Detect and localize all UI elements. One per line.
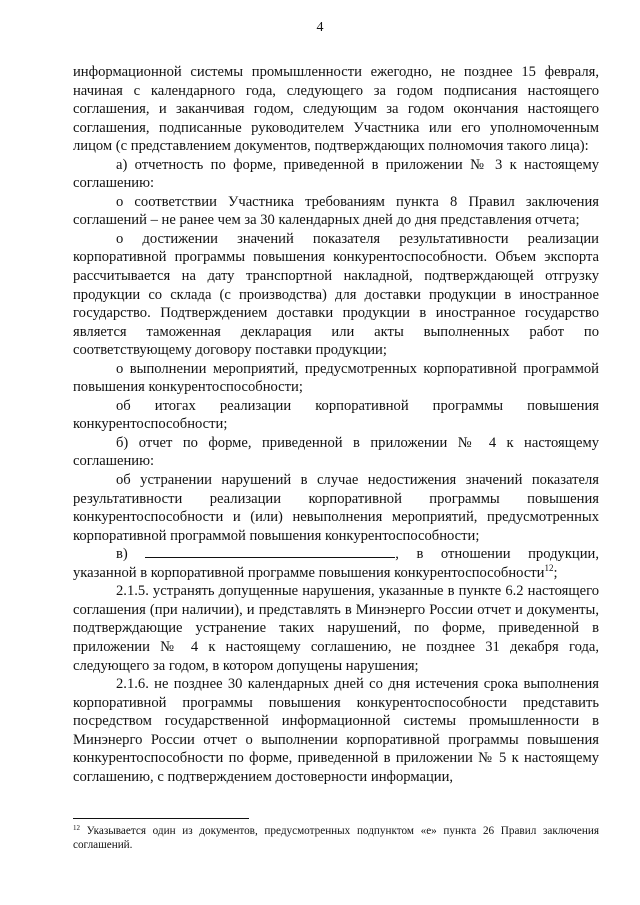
paragraph: информационной системы промышленности ежегодно, не позднее 15 февраля, начиная с календарного года, следующего за годом подписания настоящего соглашения, и заканчивая годом, следующим за годом окончания настоящего соглашения, подписанные руководителем Участника или его уполномоченным лицом (с представлением документов, подтверждающих полномочия такого лица):: [73, 64, 599, 155]
paragraph: 2.1.5. устранять допущенные нарушения, указанные в пункте 6.2 настоящего соглашения (при наличии), и представлять в Минэнерго России отчет и документы, подтверждающие устранение таких нарушений, по форме, приведенной в приложении № 4 к настоящему соглашению, не позднее 31 декабря года, следующего за годом, в котором допущены нарушения;: [73, 583, 599, 674]
paragraph: о достижении значений показателя результативности реализации корпоративной программы повышения конкурентоспособности. Объем экспорта рассчитывается на дату транспортной накладной, подтверждающей отгрузку продукции со склада (с производства) для доставки продукции в иностранное государство. Подтверждением доставки продукции в иностранное государство является таможенная декларация или акты выполненных работ по соответствующему договору поставки продукции;: [73, 230, 599, 359]
page-number: 4: [316, 20, 324, 35]
footnote: [73, 824, 599, 852]
fill-in-blank-line: [145, 545, 395, 558]
item-text: , в отношении продукции, указанной в корпоративной программе повышения конкурентоспособности: [73, 546, 599, 581]
footnote-number: 12: [73, 824, 80, 832]
paragraph: об итогах реализации корпоративной программы повышения конкурентоспособности;: [73, 397, 599, 433]
paragraph-with-blank: [73, 545, 599, 582]
paragraph: об устранении нарушений в случае недостижения значений показателя результативности реализации корпоративной программы повышения конкурентоспособности и (или) невыполнения мероприятий, предусмотренных корпоративной программой повышения конкурентоспособности;: [73, 472, 599, 544]
paragraph: о соответствии Участника требованиям пункта 8 Правил заключения соглашений – не ранее чем за 30 календарных дней до дня представления отчета;: [73, 193, 599, 229]
footnote-reference: 12: [544, 562, 554, 573]
footnote-separator: [73, 818, 249, 819]
paragraph: а) отчетность по форме, приведенной в приложении № 3 к настоящему соглашению:: [73, 156, 599, 192]
paragraph: б) отчет по форме, приведенной в приложении № 4 к настоящему соглашению:: [73, 434, 599, 470]
paragraph: 2.1.6. не позднее 30 календарных дней со дня истечения срока выполнения корпоративной программы повышения конкурентоспособности представить посредством государственной информационной системы промышленности в Минэнерго России отчет о выполнении корпоративной программы повышения конкурентоспособности по форме, приведенной в приложении № 5 к настоящему соглашению, с подтверждением достоверности информации,: [73, 676, 599, 785]
item-suffix: ;: [553, 564, 558, 581]
item-prefix: в): [116, 546, 146, 563]
footnote-text: Указывается один из документов, предусмотренных подпунктом «е» пункта 26 Правил заключения соглашений.: [73, 825, 599, 851]
paragraph: о выполнении мероприятий, предусмотренных корпоративной программой повышения конкурентоспособности;: [73, 360, 599, 396]
body-text: [73, 63, 599, 786]
